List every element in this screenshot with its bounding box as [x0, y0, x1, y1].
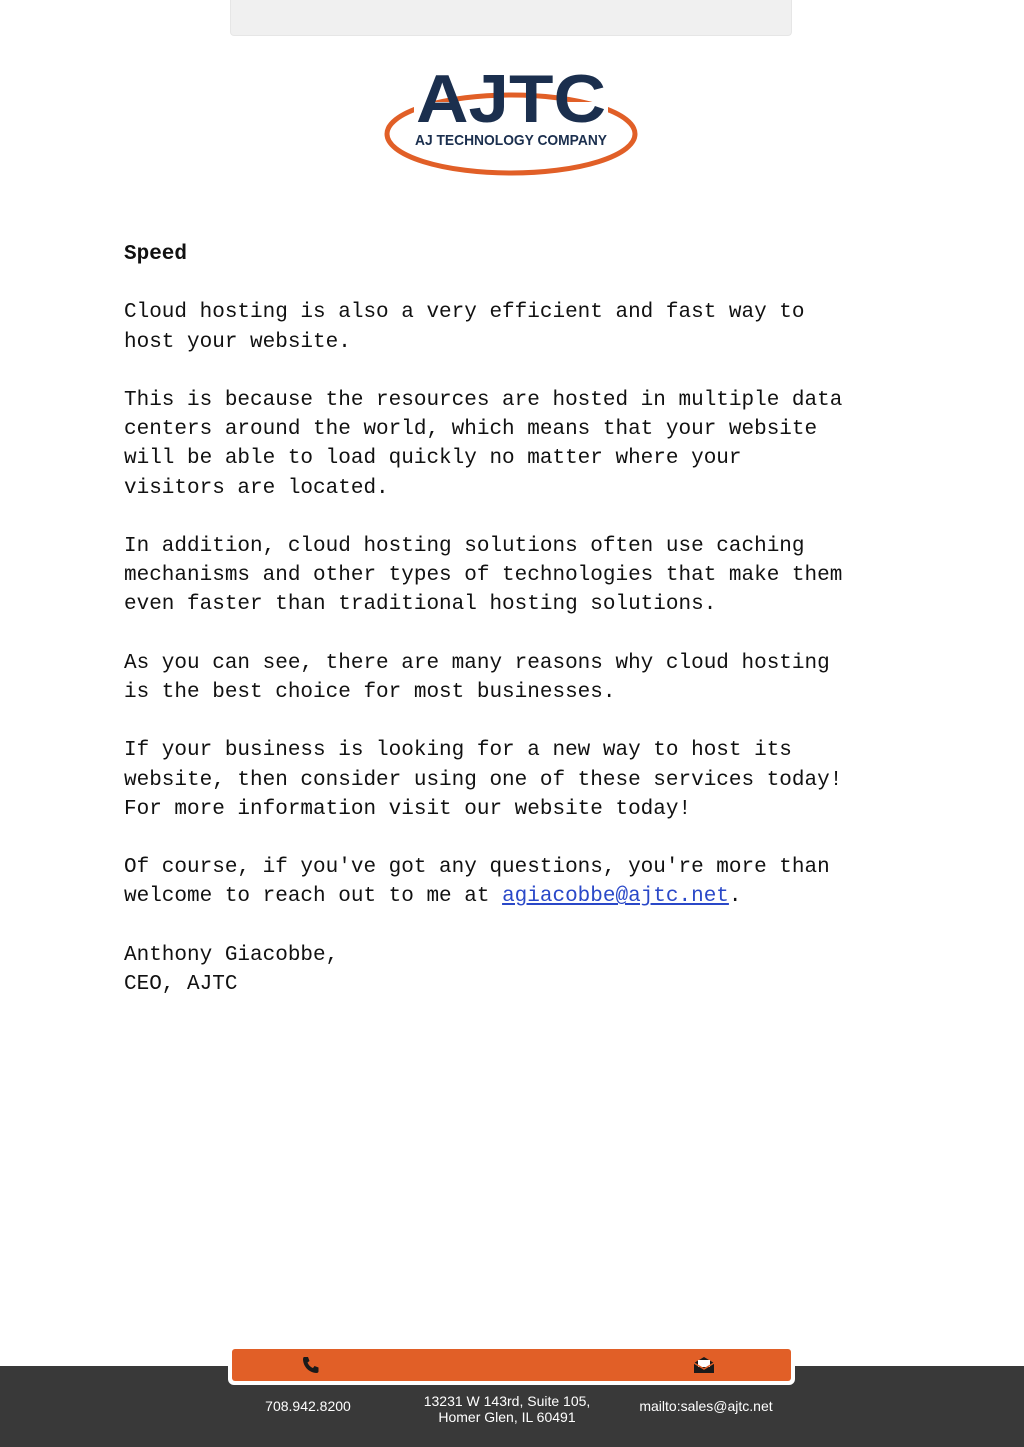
paragraph: In addition, cloud hosting solutions often use caching mechanisms and other types of technologies that make them even faster than traditional hosting solutions. [124, 534, 843, 617]
footer-contact-bar [228, 1345, 795, 1385]
contact-text: Of course, if you've got any questions, you're more than welcome to reach out to me at [124, 856, 830, 909]
svg-text:AJTC: AJTC [416, 62, 606, 137]
contact-paragraph [124, 853, 904, 911]
footer-address-line2: Homer Glen, IL 60491 [438, 1409, 576, 1425]
phone-icon [300, 1355, 322, 1375]
paragraph: As you can see, there are many reasons why cloud hosting is the best choice for most businesses. [124, 651, 830, 704]
top-header-bar [230, 0, 792, 36]
footer-address-line1: 13231 W 143rd, Suite 105, [423, 1393, 591, 1409]
company-logo [382, 62, 640, 180]
paragraph: This is because the resources are hosted in multiple data centers around the world, which means that your website will be able to load quickly no matter where your visitors are located. [124, 388, 843, 500]
footer-email[interactable]: mailto:sales@ajtc.net [639, 1398, 773, 1414]
svg-text:AJ TECHNOLOGY COMPANY: AJ TECHNOLOGY COMPANY [415, 132, 607, 149]
section-heading: Speed [124, 243, 188, 266]
contact-email-link[interactable]: agiacobbe@ajtc.net [502, 885, 729, 909]
footer-phone[interactable]: 708.942.8200 [265, 1398, 351, 1414]
paragraph: If your business is looking for a new way to host its website, then consider using one of these services today! For more information visit our website today! [124, 739, 843, 821]
contact-suffix: . [728, 885, 742, 909]
signature: Anthony Giacobbe, CEO, AJTC [124, 943, 339, 996]
article-body [124, 240, 904, 999]
footer-address [412, 1393, 602, 1425]
envelope-icon [692, 1355, 714, 1375]
footer-orange-strip [232, 1349, 791, 1381]
paragraph: Cloud hosting is also a very efficient and fast way to host your website. [124, 301, 805, 354]
